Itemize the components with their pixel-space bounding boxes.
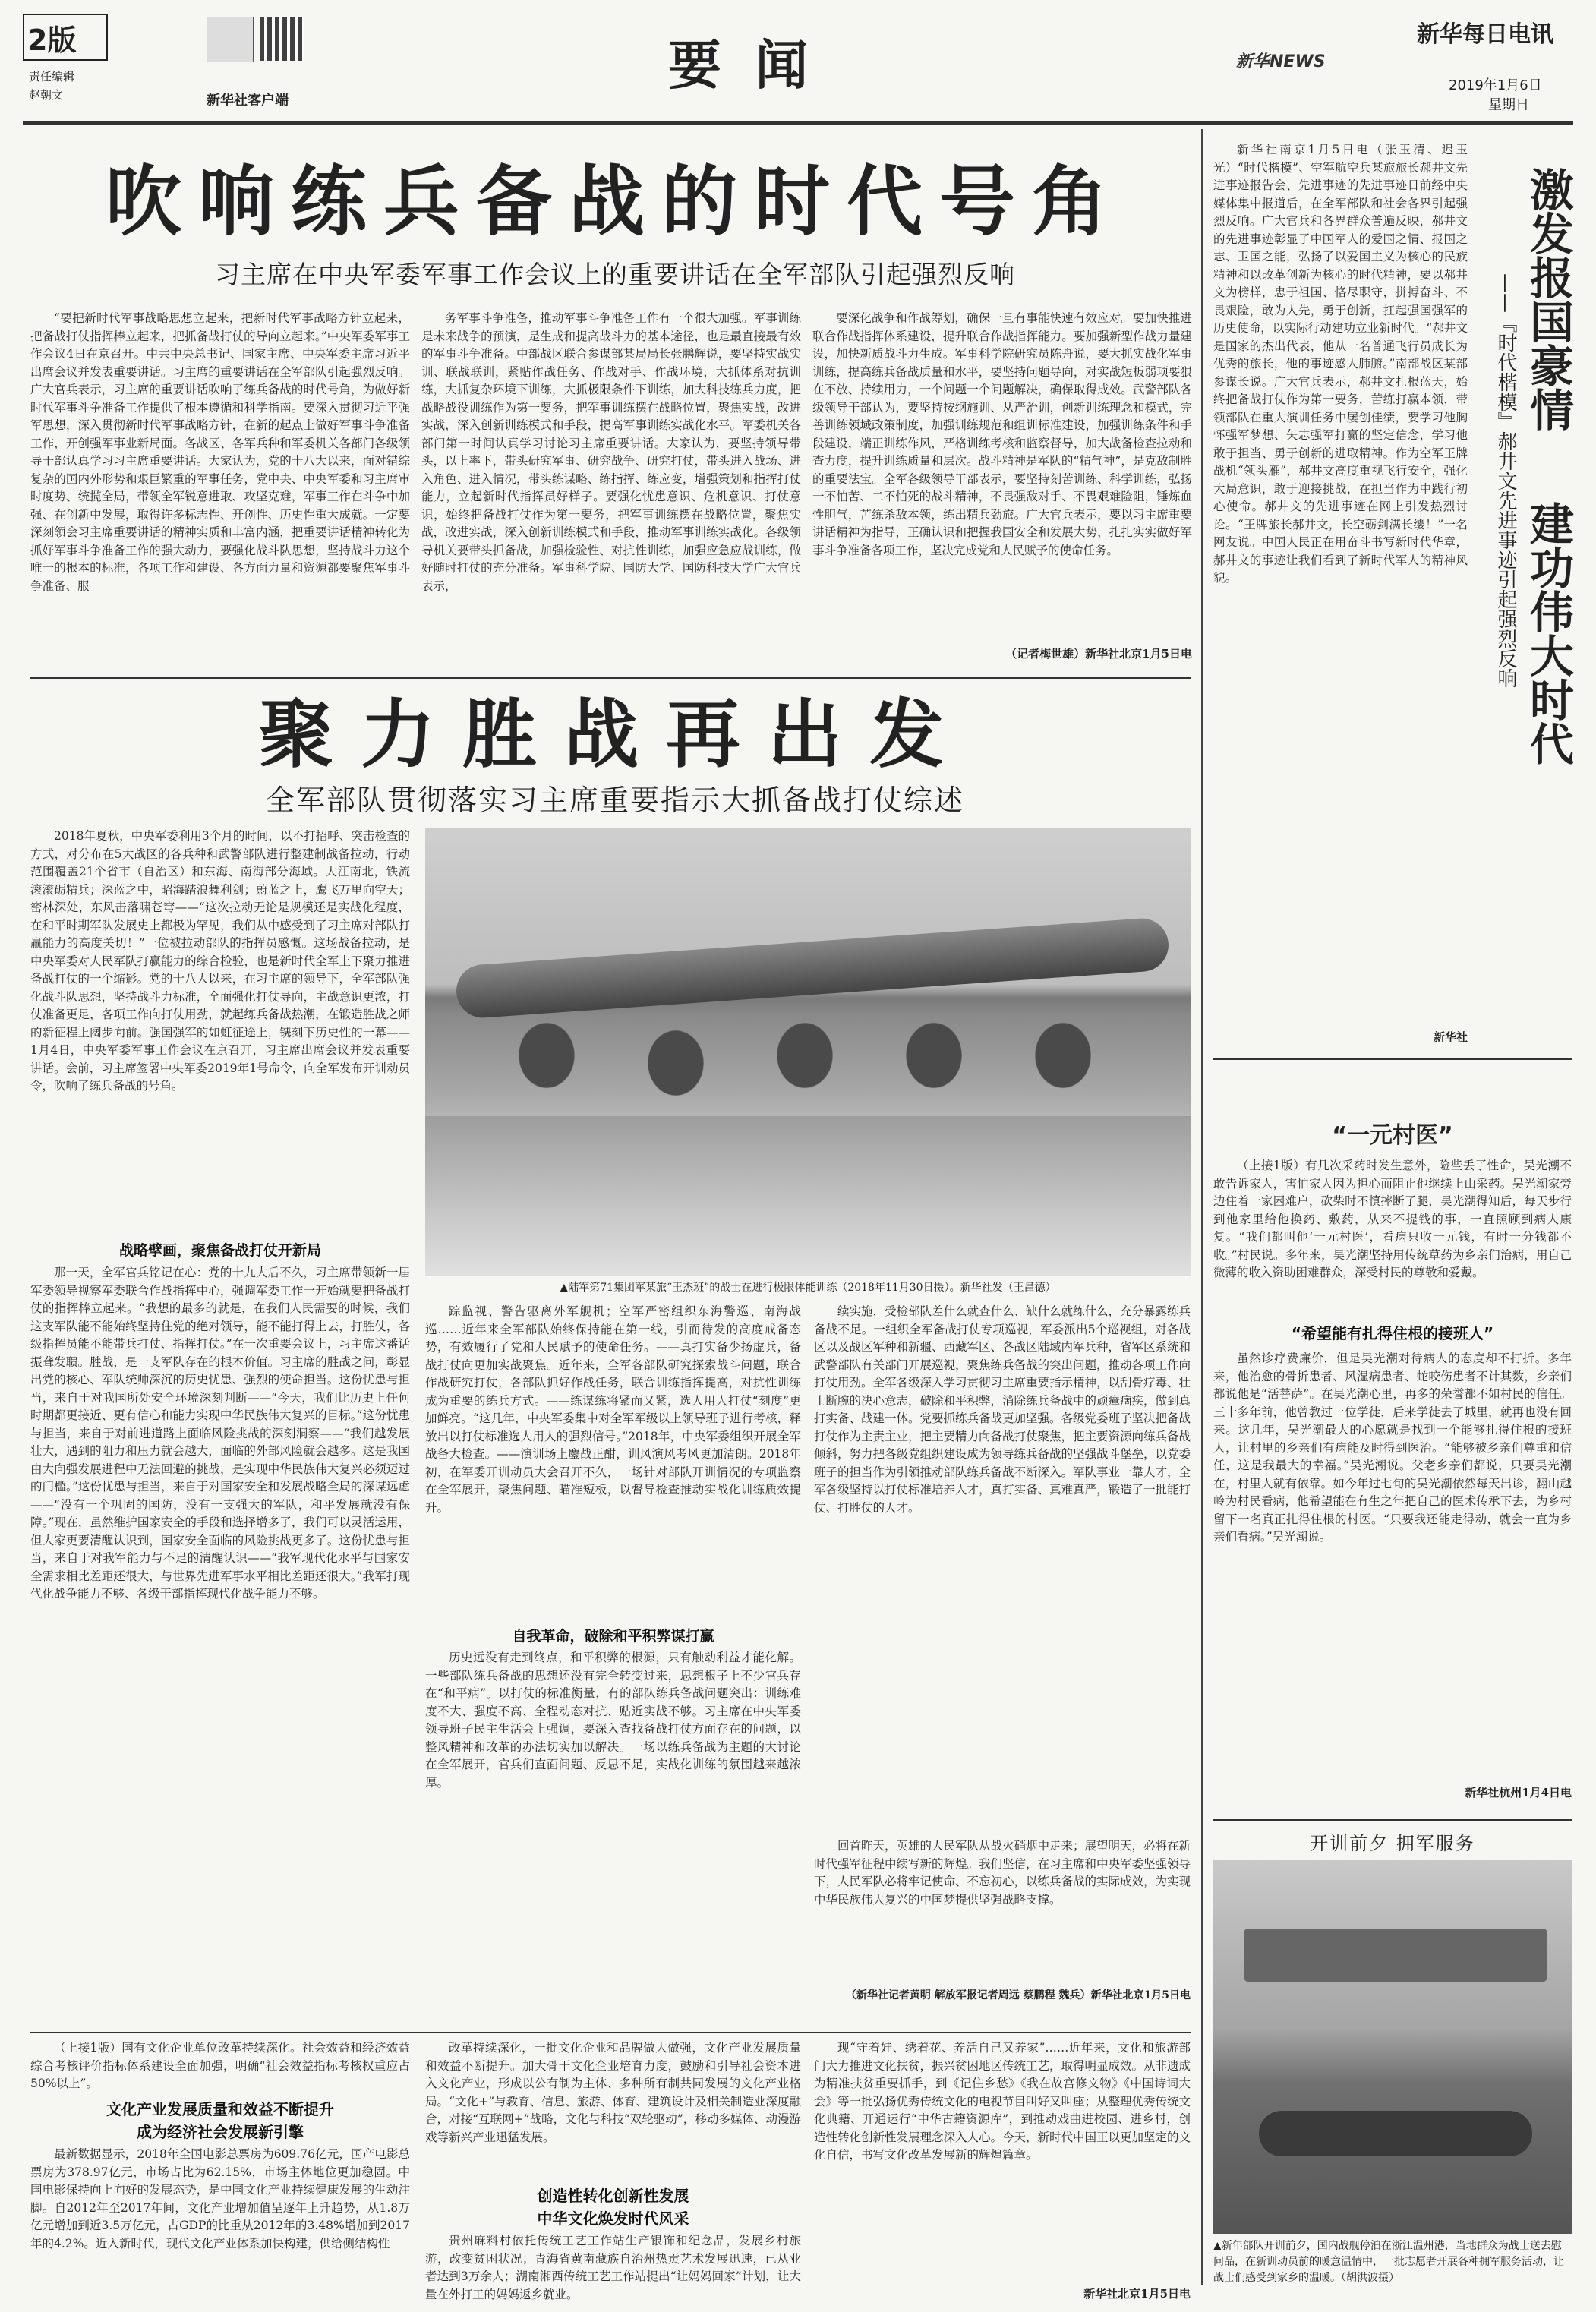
editor-name: 赵朝文	[29, 88, 64, 102]
right-credit1: 新华社	[1433, 1030, 1468, 1044]
article2-body3: 回首昨天，英雄的人民军队从战火硝烟中走来；展望明天，必将在新时代强军征程中续写新的辉煌。我们坚信，在习主席和中央军委坚强领导下，人民军队必将牢记使命、不忘初心，以练兵备战的实际成效，为实现中华民族伟大复兴的中国梦提供坚强战略支撑。	[814, 1839, 1191, 1907]
article2-col2: 踪监视、警告驱离外军舰机；空军严密组织东海警巡、南海战巡……近年来全军部队始终保持能在第一线，引而待发的高度戒备态势，有效履行了党和人民赋予的使命任务。——真打实备少扬虚兵，备战打仗向更加实战聚焦。近年来，全军各部队研究探索战斗问题，联合作战研究打仗，各部队抓好作战任务，联合训练指挥提高，对抗性训练成为重要的练兵方式。——练谋练将紧而又紧，选人用人打仗“刻度”更加鲜亮。“这几年，中央军委集中对全军军级以上领导班子进行考核，释放出以打仗标准选人用人的强烈信号。”2018年，中央军委组织开展全军战备大检查。——演训场上鏖战正酣，训风演风考风更加清朗。2018年初，在军委开训动员大会召开不久，一场针对部队开训情况的专项监察在全军展开，聚焦问题、瞄准短板，以督导检查推动实战化训练质效提升。	[425, 1304, 801, 1515]
water-surface	[425, 1116, 1191, 1276]
article3-credit: 新华社北京1月5日电	[1083, 2287, 1191, 2301]
issue-date: 2019年1月6日	[1449, 77, 1542, 93]
boat-shape	[1259, 2111, 1532, 2156]
right-rule-1	[1213, 1058, 1572, 1060]
article3-body1: 最新数据显示，2018年全国电影总票房为609.76亿元，国产电影总票房为378.97亿元，市场占比为62.15%，市场主体地位更加稳固。中国电影保持向上向好的发展态势，是中国文化产业持续健康发展的生动注脚。自2012年至2017年间，文化产业增加值呈逐年上升趋势，从1.8万亿元增加到近3.5万亿元，占GDP的比重从2012年的3.48%增加到2017年的4.2%。近入新时代，现代文化产业体系加快构建，供给侧结构性	[30, 2147, 410, 2250]
article3-body2: 贵州麻料村依托传统工艺工作站生产银饰和纪念品，发展乡村旅游，改变贫困状况；青海省黄南藏族自治州热贡艺术发展迅速，已从业者达到3万余人；湖南湘西传统工艺工作站提出“让妈妈回家”计划，让大量在外打工的妈妈返乡就业。	[425, 2234, 801, 2301]
article3-lead: （上接1版）国有文化企业单位改革持续深化。社会效益和经济效益综合考核评价指标体系建设全面加强，明确“社会效益指标考核权重应占50%以上”。	[30, 2041, 410, 2090]
page-number: 2版	[27, 24, 77, 57]
right-subtitle: ——『时代楷模』郝井文先进事迹引起强烈反响	[1494, 273, 1517, 688]
article1-col3: 要深化战争和作战筹划，确保一旦有事能快速有效应对。要加快推进联合作战指挥体系建设，提升联合作战指挥能力。要加强新型作战力量建设，加快新质战斗力生成。军事科学院研究员陈舟说，要大抓实战化军事训练，提高练兵备战质量和水平，要坚持问题导向，对实战短板弱项要狠在不放、持续用力，一个问题一个问题解决，确保取得成效。武警部队各级领导干部认为，要坚持按纲施训、从严治训，创新训练理念和模式，完善训练领域政策制度，加强训练规范和组训标准建设，加强训练条件和手段建设，端正训练作风，严格训练考核和监察督导，加大战备检查拉动和查力度，提升训练质量和层次。战斗精神是军队的“精气神”，是克敌制胜的重要法宝。全军各级领导干部表示，要坚持刻苦训练、科学训练，弘扬一不怕苦、二不怕死的战斗精神，不畏强敌对手、不畏艰难险阻，锤炼血性胆气，苦练杀敌本领，练出精兵劲旅。广大官兵表示，要以习主席重要讲话精神为指导，正确认识和把握我国安全和发展大势，扎扎实实做好军事斗争准备各项工作，坚决完成党和人民赋予的使命任务。	[812, 311, 1192, 557]
right-article: 新华社南京1月5日电（张玉清、迟玉光）“时代楷模”、空军航空兵某旅旅长郝井文先进事迹报告会、先进事迹的先进事迹日前经中央媒体集中报道后，在全军部队和社会各界引起强烈反响。广大官兵和各界群众普遍反映，郝井文的先进事迹彰显了中国军人的爱国之情、报国之志、卫国之能，弘扬了以爱国主义为核心的民族精神和以改革创新为核心的时代精神，要以郝井文为榜样，忠于祖国、恪尽职守，拼搏奋斗、不畏艰险，敢为人先，勇于创新，扛起强国强军的历史使命，以实际行动建功立业新时代。“郝井文是国家的杰出代表，他从一名普通飞行员成长为优秀的旅长，他的事迹感人肺腑。”南部战区某部参谋长说。广大官兵表示，郝井文扎根蓝天，始终把备战打仗作为第一要务，苦练打赢本领，带领部队在重大演训任务中屡创佳绩，要学习他胸怀强军梦想、矢志强军打赢的坚定信念，学习他敢于担当、勇于创新的进取精神。作为空军王牌战机“领头雁”，郝井文高度重视飞行安全，强化大局意识，敢于迎接挑战，在担当作为中践行初心使命。郝井文的先进事迹在网上引发热烈讨论。“王牌旅长郝井文，长空砺剑满长缨！”一名网友说。中国人民正在用奋斗书写新时代华章，郝井文的事迹让我们看到了新时代军人的精神风貌。	[1213, 143, 1468, 585]
article2-headline: 聚力胜战再出发	[258, 691, 971, 778]
article2-photo	[425, 828, 1191, 1276]
right-photo	[1213, 1860, 1572, 2234]
article3-sub2a: 创造性转化创新性发展	[537, 2187, 689, 2205]
article2-bottom-rule	[30, 2032, 1191, 2033]
article3-sub1a: 文化产业发展质量和效益不断提升	[106, 2100, 334, 2118]
right-village-text: （上接1版）有几次采药时发生意外，险些丢了性命，吴光潮不敢告诉家人，害怕家人因为担心而阻止他继续上山采药。吴光潮家旁边住着一家困难户，砍柴时不慎摔断了腿，吴光潮得知后，每天步行到他家里给他换药、敷药，从来不提钱的事，一直照顾到病人康复。“我们都叫他‘一元村医’，看病只收一元钱，有时一分钱都不收。”村民说。多年来，吴光潮坚持用传统草药为乡亲们治病，用自己微薄的收入资助困难群众，深受村民的尊敬和爱戴。	[1213, 1159, 1572, 1279]
editor-title: 责任编辑	[29, 70, 75, 84]
masthead-rule	[23, 121, 1573, 125]
article2-subheadline: 全军部队贯彻落实习主席重要指示大抓备战打仗综述	[265, 784, 964, 817]
paper-name: 新华每日电讯	[1417, 21, 1553, 48]
xinhua-logo-icon	[207, 17, 254, 62]
right-successor-text: 虽然诊疗费廉价，但是吴光潮对待病人的态度却不打折。多年来，他治愈的骨折患者、风湿病患者、蛇咬伤患者不计其数，乡亲们都说他是“活菩萨”。在吴光潮心里，再多的荣誉都不如村民的信任。三十多年前，他曾教过一位学徒，后来学徒去了城里，就再也没有回来。这几年，吴光潮最大的心愿就是找到一个能够扎得住根的接班人，让村里的乡亲们有病能及时得到医治。“能够被乡亲们尊重和信任，这是我最大的幸福。”吴光潮说。父老乡亲们都说，只要吴光潮在，村里人就有依靠。如今年过七旬的吴光潮依然每天出诊，翻山越岭为村民看病，他希望能在有生之年把自己的医术传承下去，为乡村留下一名真正扎得住根的村医。“只要我还能走得动，就会一直为乡亲们看病。”吴光潮说。	[1213, 1352, 1572, 1544]
right-photo-caption: ▲新年部队开训前夕，国内战舰停泊在浙江温州港，当地群众为战士送去慰问品，在新训动员前的暖意温情中，一批志愿者开展各种拥军服务活动，让战士们感受到家乡的温暖。（胡洪波摄）	[1213, 2240, 1564, 2284]
issue-weekday: 星期日	[1488, 97, 1529, 113]
article1-subheadline: 习主席在中央军委军事工作会议上的重要讲话在全军部队引起强烈反响	[215, 260, 1015, 289]
article3-col2-top: 改革持续深化，一批文化企业和品牌做大做强，文化产业发展质量和效益不断提升。加大骨干文化企业培育力度，鼓励和引导社会资本进入文化产业，形成以公有制为主体、多种所有制共同发展的文化产业格局。“文化+”与教育、信息、旅游、体育、建筑设计及相关制造业深度融合，对接“互联网+”战略，文化与科技“双轮驱动”，移动多媒体、动漫游戏等新兴产业迅猛发展。	[425, 2041, 801, 2144]
article3-col3: 现“守着娃、绣着花、养活自己又养家”……近年来，文化和旅游部门大力推进文化扶贫，振兴贫困地区传统工艺，取得明显成效。从非遗成为精准扶贫重要抓手，到《记住乡愁》《我在故宫修文物》《中国诗词大会》等一批弘扬优秀传统文化的电视节目叫好又叫座；从整理优秀传统文化典籍、开通运行“中华古籍资源库”，到推动戏曲进校园、进乡村，创造性转化创新性发展理念深入人心。今天，新时代中国正以更加坚定的文化自信，书写文化改革发展新的辉煌篇章。	[814, 2041, 1191, 2162]
article1-credit: （记者梅世雄）新华社北京1月5日电	[1005, 647, 1192, 661]
right-photo-title: 开训前夕 拥军服务	[1310, 1833, 1475, 1854]
article2-photo-caption: ▲陆军第71集团军某旅“王杰班”的战士在进行极限体能训练（2018年11月30日摄）。新华社发（王昌德）	[560, 1282, 1056, 1294]
article1-col2: 务军事斗争准备，推动军事斗争准备工作有一个很大加强。军事训练是未来战争的预演，是生成和提高战斗力的基本途径，也是最直接最有效的军事斗争准备。中部战区联合参谋部某局局长张鹏辉说，要坚持实战实训、联战联训，紧贴作战任务、作战对手、作战环境，大抓体系对抗训练，大抓复杂环境下训练，大抓极限条件下训练，加大科技练兵力度，把战略战役训练作为第一要务，把军事训练摆在战略位置，聚焦实战，改进实战，深入创新训练模式和手段，提高军事训练实战化水平。军委机关各部门第一时间认真学习讨论习主席重要讲话。大家认为，要坚持领导带头，以上率下，带头研究军事、研究战争、研究打仗，带头进入战场、进入角色、进入情况，带头练谋略、练指挥、练应变，增强策划和指挥打仗能力，立起新时代指挥员好样子。要强化忧患意识、危机意识、打仗意识，始终把备战打仗作为第一要务，把军事训练摆在战略位置，聚焦实战，改进实战，深入创新训练模式和手段，推动军事训练实战化。各级领导机关要带头抓备战，加强检验性、对抗性训练，加强应急应战训练，做好随时打仗的充分准备。军事科学院、国防大学、国防科技大学广大官兵表示，	[421, 311, 801, 593]
right-headline	[1481, 167, 1572, 926]
article2-sub2: 自我革命，破除和平积弊谋打赢	[512, 1628, 714, 1645]
article2-col3: 续实施，受检部队差什么就查什么、缺什么就练什么，充分暴露练兵备战不足。一组织全军备战打仗专项巡视，军委派出5个巡视组，对各战区以及战区军种和新疆、西藏军区、各战区陆域内军兵种，省军区系统和武警部队有关部门开展巡视，聚焦练兵备战的突出问题，推动各项工作向打仗用劲。全军各级深入学习贯彻习主席重要指示精神，以刮骨疗毒、壮士断腕的决心意志，破除和平积弊，消除练兵备战中的顽瘴痼疾，做到真打实备、战建一体。党要抓练兵备战更加坚强。各级党委班子坚决把备战打仗作为主责主业，把主要精力向备战打仗聚焦，把主要资源向练兵备战倾斜，努力把各级党组织建设成为领导练兵备战的坚强战斗堡垒，以党委班子的担当作为引领推动部队练兵备战不断深入。军队事业一靠人才，全军各级坚持以打仗标准培养人才，真打实备、真难真严，锻造了一批能打仗、打胜仗的人才。	[814, 1304, 1191, 1515]
article3-sub1b: 成为经济社会发展新引擎	[137, 2123, 304, 2141]
article2-credit: （新华社记者黄明 解放军报记者周远 蔡鹏程 魏兵）新华社北京1月5日电	[845, 1989, 1191, 2001]
article1-bottom-rule	[30, 677, 1191, 679]
right-rule-2	[1213, 1819, 1572, 1821]
section-title: 要 闻	[668, 33, 816, 96]
log-shape	[455, 916, 1171, 1019]
right-headline-line2: 建功伟大时代	[1522, 501, 1574, 765]
right-headline-line1: 激发报国豪情	[1522, 167, 1574, 431]
article2-lead: 2018年夏秋，中央军委利用3个月的时间，以不打招呼、突击检查的方式，对分布在5大战区的各兵种和武警部队进行整建制战备拉动，行动范围覆盖21个省市（自治区）和东海、南海部分海域。大江南北，铁流滚滚砺精兵；深蓝之中，昭海踏浪舞利剑；蔚蓝之上，鹰飞万里向空天；密林深处，东风击落啸苍穹——“这次拉动无论是规模还是实战化程度，在和平时期军队发展史上都极为罕见，我们从中感受到了习主席对部队打赢能力的高度关切！”一位被拉动部队的指挥员感慨。这场战备拉动，是中央军委对人民军队打赢能力的综合检验，也是新时代全军上下聚力推进备战打仗的一个缩影。党的十八大以来，在习主席的领导下，全军部队强化战斗队思想，坚持战斗力标准，全面强化打仗导向，主战意识更浓，打仗准备更足，各项工作向打仗用劲，就起练兵备战热潮，在锻造胜战之师的新征程上阔步向前。强国强军的如虹征途上，镌刻下历史性的一幕——1月4日，中央军委军事工作会议在京召开，习主席出席会议并发表重要讲话。会前，习主席签署中央军委2019年1号命令，向全军发布开训动员令，吹响了练兵备战的号角。	[30, 829, 410, 1093]
app-brand: 新华社客户端	[207, 93, 289, 109]
right-section-title: “一元村医”	[1332, 1122, 1453, 1149]
article1-col1: “要把新时代军事战略思想立起来，把新时代军事战略方针立起来，把备战打仗指挥棒立起来，把抓备战打仗的导向立起来。”中央军委军事工作会议4日在京召开。中共中央总书记、国家主席、中央军委主席习近平出席会议并发表重要讲话。习主席的重要讲话在全军部队引起强烈反响。广大官兵表示，习主席的重要讲话吹响了练兵备战的时代号角，为做好新时代军事斗争准备工作提供了根本遵循和科学指南。要深入贯彻习近平强军思想，深入贯彻新时代军事战略方针，在新的起点上做好军事斗争准备工作，开创强军事业新局面。各战区、各军兵种和军委机关各部门各级领导干部认真学习习主席重要讲话。大家认为，党的十八大以来，面对错综复杂的国内外形势和艰巨繁重的军事任务，党中央、中央军委和习主席审时度势、统揽全局，带领全军锐意进取、攻坚克难，军事工作在斗争中加强、在创新中发展，取得许多标志性、开创性、历史性重大成就。一定要深刻领会习主席重要讲话的精神实质和丰富内涵，把重要讲话精神转化为抓好军事斗争准备工作的强大动力，要强化战斗队思想，坚持战斗力这个唯一的根本的标准，各项工作和建设、各方面力量和资源都要聚焦军事斗争准备、服	[30, 311, 410, 593]
news-logo-icon: 新华NEWS	[1236, 52, 1326, 71]
right-column-divider	[1201, 129, 1203, 2285]
article3-sub2b: 中华文化焕发时代风采	[537, 2209, 689, 2228]
right-credit2: 新华社杭州1月4日电	[1465, 1786, 1572, 1799]
article2-sub1: 战略擘画，聚焦备战打仗开新局	[118, 1242, 321, 1259]
article1-headline: 吹响练兵备战的时代号角	[106, 156, 1124, 246]
article2-body1: 那一天，全军官兵铭记在心：党的十九大后不久，习主席带领新一届军委领导视察军委联合作战指挥中心，强调军委工作一开始就要把备战打仗的指挥棒立起来。“我想的最多的就是，在我们人民需要的时候，我们这支军队能不能始终坚持住党的绝对领导，能不能打得上去，打胜仗，各级指挥员能不能带兵打仗、指挥打仗。”在一次重要会议上，习主席这番话振聋发聩。胜战，是一支军队存在的根本价值。习主席的胜战之问，彰显出党的核心、军队统帅深沉的历史忧患、强烈的使命担当。这份忧患与担当，来自于对我国所处安全环境深刻判断——“今天，我们比历史上任何时期都更接近、更有信心和能力实现中华民族伟大复兴的目标。”这份忧患与担当，来自于对前进道路上面临风险挑战的深刻洞察——“我们越发展壮大，遇到的阻力和压力就会越大，面临的外部风险就会越多。这是我国由大向强发展进程中无法回避的挑战，是实现中华民族伟大复兴必须迈过的门槛。”这份忧患与担当，来自于对国家安全和发展战略全局的深谋远虑——“没有一个巩固的国防，没有一支强大的军队，和平发展就没有保障。”现在，虽然维护国家安全的手段和选择增多了，我们可以灵活运用，但大家更要清醒认识到，国家安全面临的风险挑战更多了。这份忧患与担当，来自于对我军能力与不足的清醒认识——“我军现代化水平与国家安全需求相比差距还很大，与世界先进军事水平相比差距还很大。”我军打现代化战争能力不够、各级干部指挥现代化战争能力不够。	[30, 1266, 410, 1601]
ship-hull-shape	[1244, 1929, 1547, 1982]
qr-code-icon	[260, 17, 304, 61]
article2-body2: 历史远没有走到终点，和平积弊的根源，只有触动利益才能化解。一些部队练兵备战的思想还没有完全转变过来，思想根子上不少官兵存在“和平病”。以打仗的标准衡量，有的部队练兵备战问题突出：训练难度不大、强度不高、全程动态对抗、贴近实战不够。习主席在中央军委领导班子民主生活会上强调，要深入查找备战打仗方面存在的问题，以整风精神和改革的办法切实加以解决。一场以练兵备战为主题的大讨论在全军展开，官兵们直面问题、反思不足，实战化训练的氛围越来越浓厚。	[425, 1651, 801, 1790]
right-sub2: “希望能有扎得住根的接班人”	[1291, 1324, 1494, 1342]
